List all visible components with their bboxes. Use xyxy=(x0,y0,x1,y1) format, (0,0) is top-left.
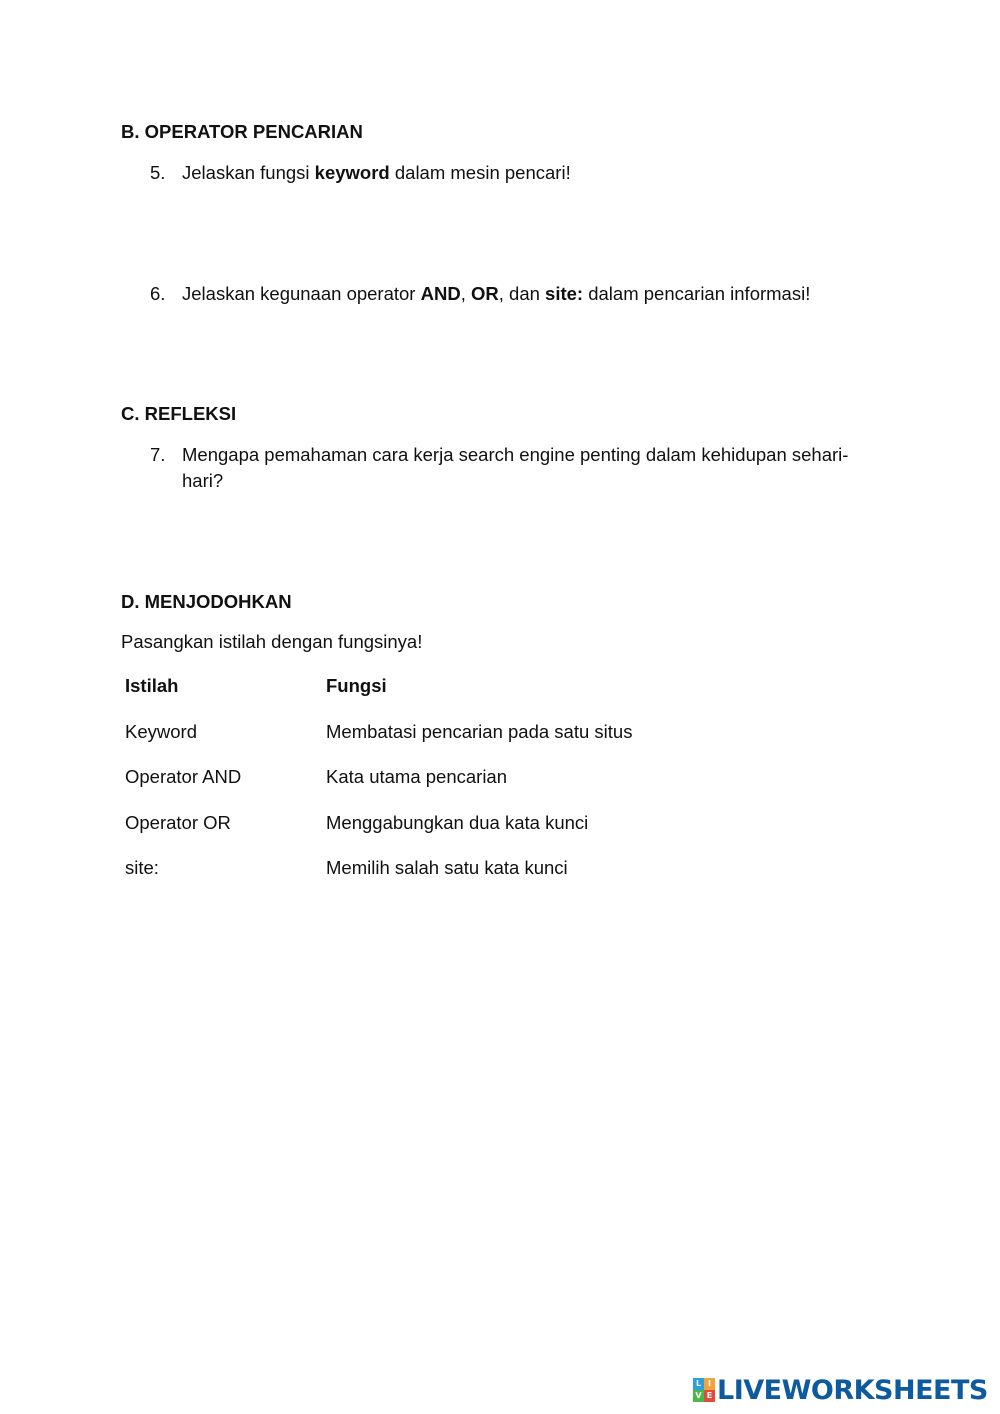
question-text-part: , dan xyxy=(498,283,546,304)
operator-and-bold: AND xyxy=(420,283,461,304)
liveworksheets-logo-icon xyxy=(693,1378,715,1402)
logo-icon-letter: L xyxy=(693,1378,704,1390)
section-d-heading: D. MENJODOHKAN xyxy=(121,591,292,612)
question-7 xyxy=(150,442,870,494)
operator-site-bold: site: xyxy=(545,283,584,304)
table-cell-term: Keyword xyxy=(125,720,197,742)
operator-or-bold: OR xyxy=(471,283,499,304)
table-header-function: Fungsi xyxy=(326,675,387,696)
table-cell-function: Kata utama pencarian xyxy=(326,766,508,787)
section-c-heading: C. REFLEKSI xyxy=(121,403,237,424)
matching-instruction: Pasangkan istilah dengan fungsinya! xyxy=(121,631,423,652)
section-b-heading: B. OPERATOR PENCARIAN xyxy=(121,121,363,142)
logo-icon-letter: V xyxy=(693,1390,704,1402)
logo-icon-letter: E xyxy=(704,1390,715,1402)
table-cell-term: site: xyxy=(125,857,159,878)
logo-icon-letter: I xyxy=(704,1378,715,1390)
question-keyword-bold: keyword xyxy=(314,162,390,183)
question-text-part: dalam pencarian informasi! xyxy=(583,283,811,304)
question-text xyxy=(182,281,870,307)
table-cell-function: Menggabungkan dua kata kunci xyxy=(326,811,589,833)
question-number: 7. xyxy=(150,444,166,465)
question-6 xyxy=(150,281,870,307)
table-cell-term: Operator AND xyxy=(125,766,242,787)
question-text-part: , xyxy=(460,283,471,304)
question-text: Mengapa pemahaman cara kerja search engine penting dalam kehidupan sehari-hari? xyxy=(182,444,849,491)
question-5 xyxy=(150,160,870,186)
question-text xyxy=(182,160,870,186)
table-cell-function: Memilih salah satu kata kunci xyxy=(326,857,568,878)
question-text-part: dalam mesin pencari! xyxy=(389,162,571,183)
table-cell-function: Membatasi pencarian pada satu situs xyxy=(326,720,633,742)
table-cell-term: Operator OR xyxy=(125,811,231,833)
table-header-term: Istilah xyxy=(125,675,179,696)
liveworksheets-logo-text: LIVEWORKSHEETS xyxy=(717,1374,988,1406)
question-number: 5. xyxy=(150,162,166,183)
question-text-part: Jelaskan kegunaan operator xyxy=(182,283,421,304)
question-number: 6. xyxy=(150,283,166,304)
liveworksheets-logo xyxy=(693,1374,988,1406)
question-text-part: Jelaskan fungsi xyxy=(182,162,315,183)
